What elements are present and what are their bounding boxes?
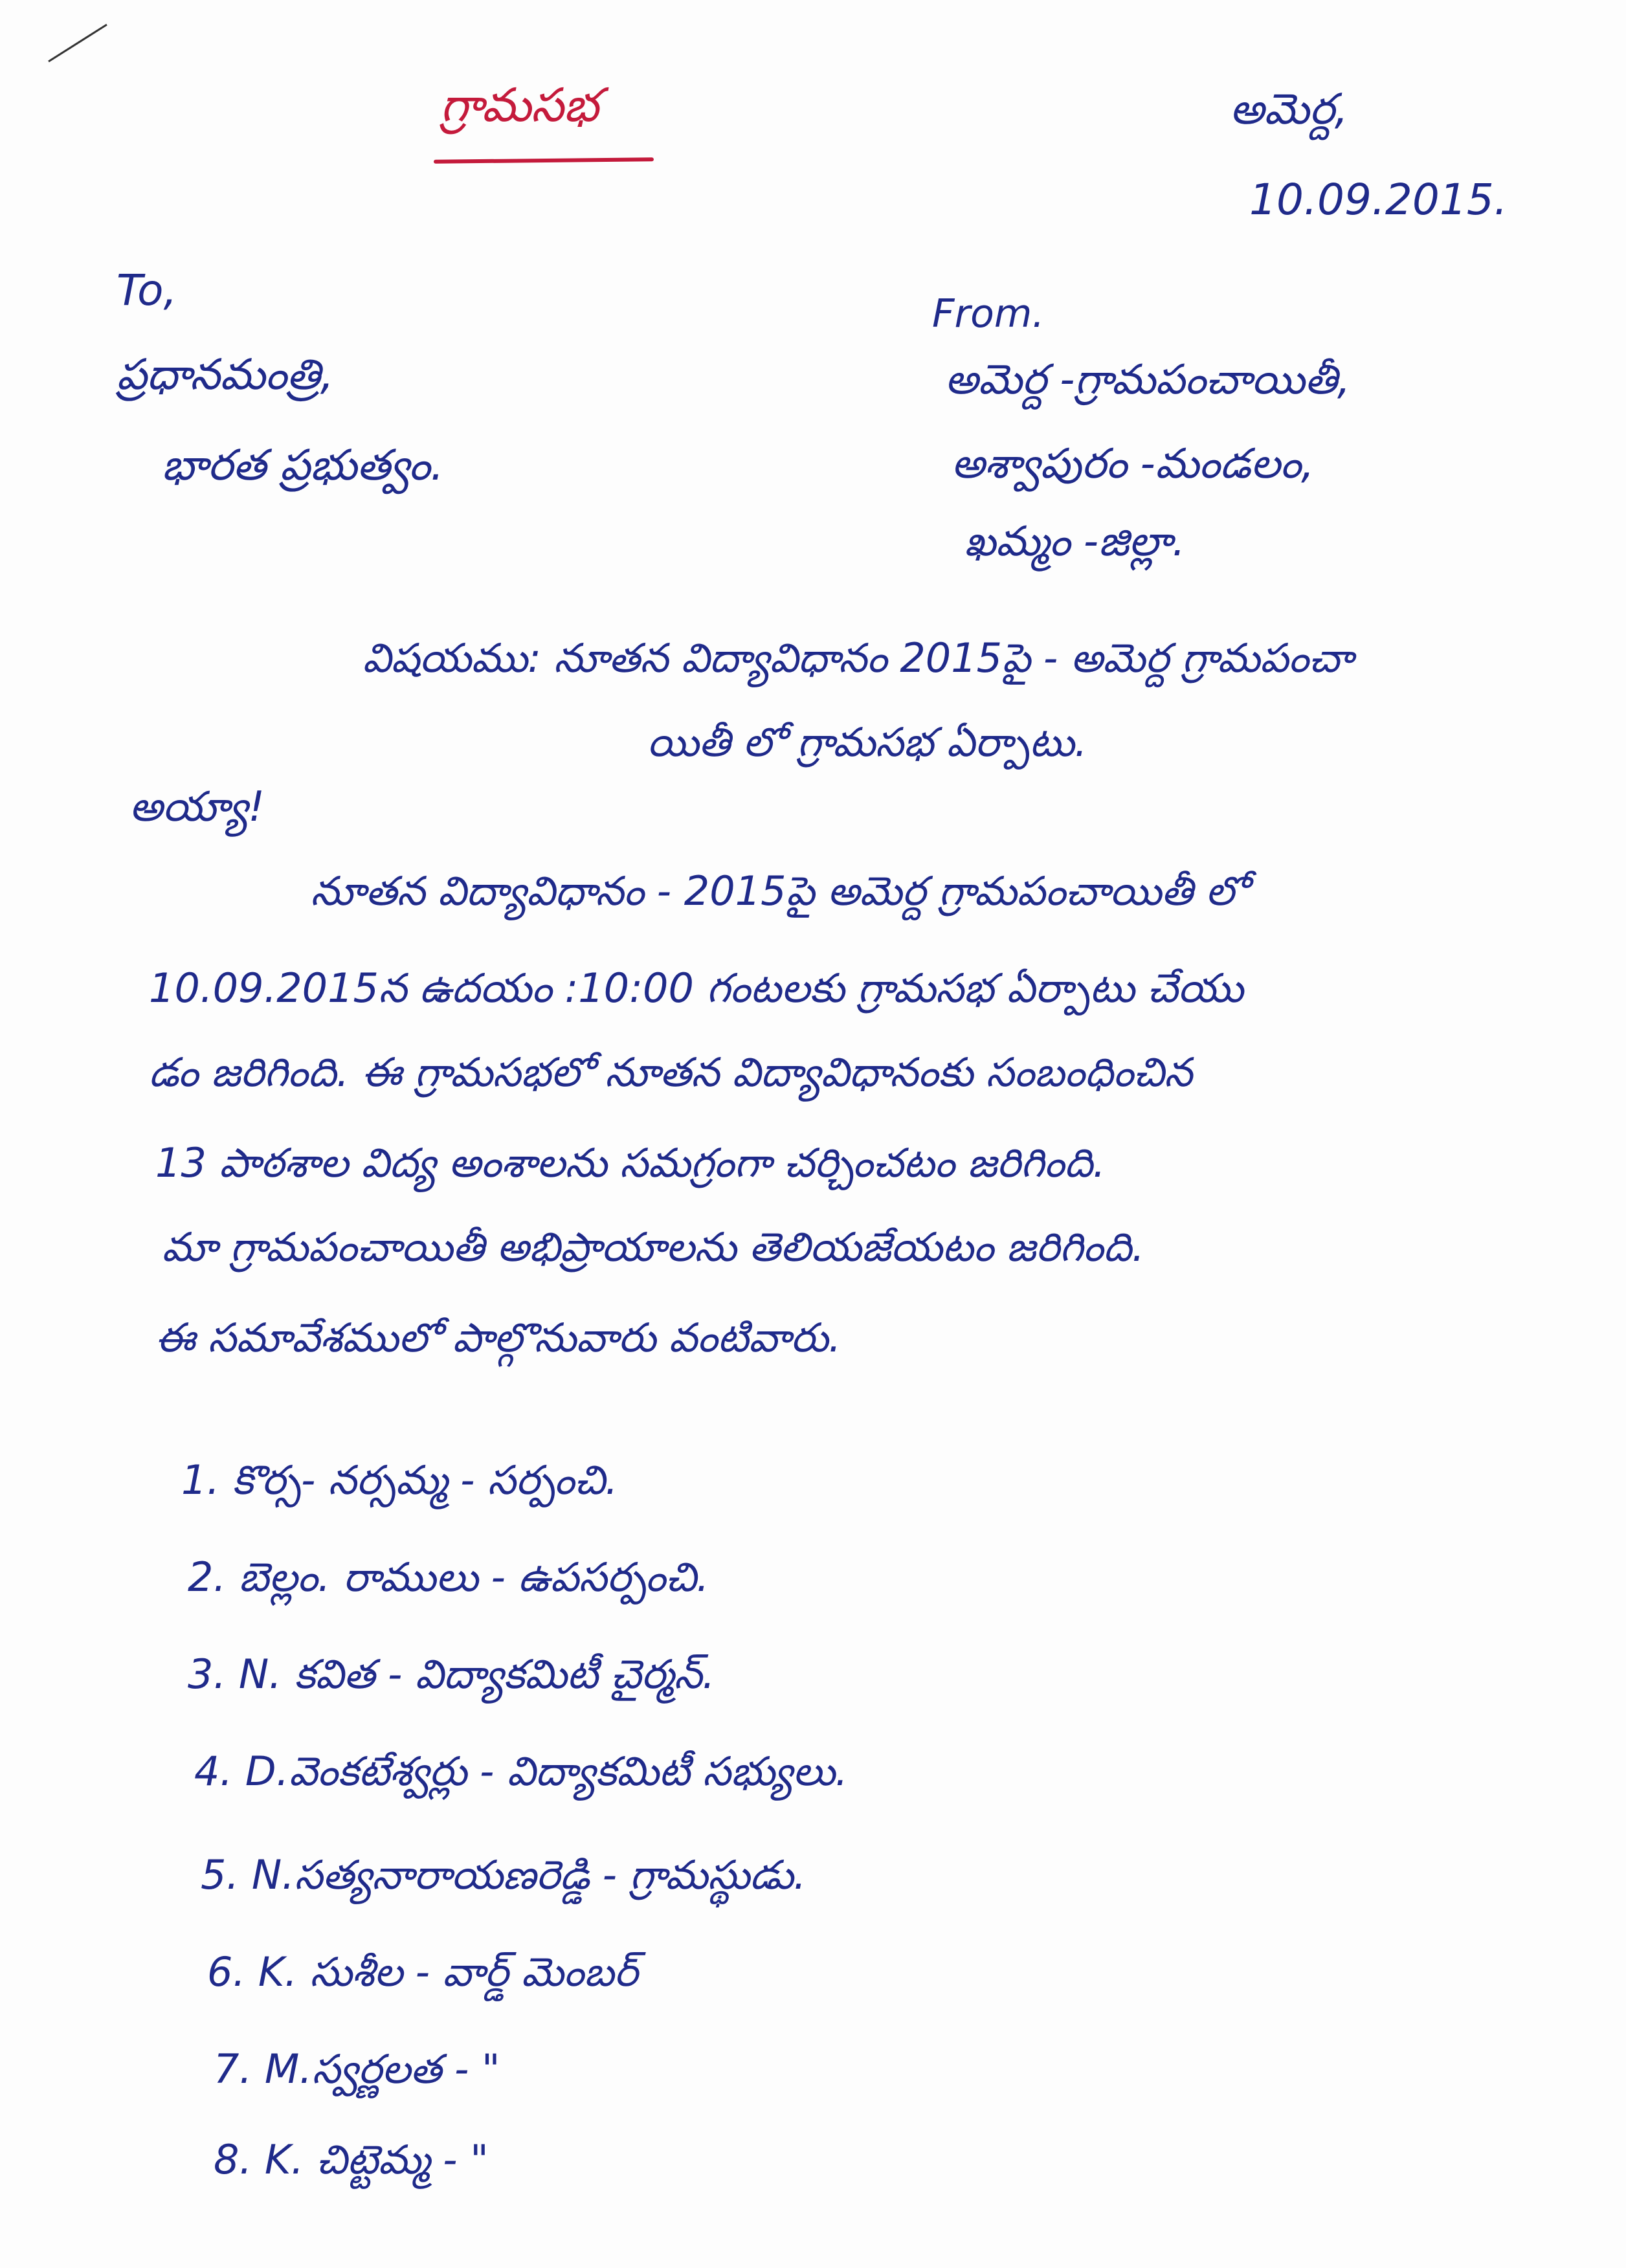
member-list-item: 8. K. చిట్టెమ్మ - ": [214, 2136, 489, 2183]
salutation: అయ్యా!: [129, 783, 265, 831]
letter-date: 10.09.2015.: [1249, 175, 1508, 225]
to-label: To,: [117, 265, 177, 315]
subject-line: యితీ లో గ్రామసభ ఏర్పాటు.: [647, 718, 1087, 766]
subject-line: విషయము: నూతన విద్యావిధానం 2015పై - అమెర్ద గ్రామపంచా: [362, 634, 1353, 682]
member-list-item: 6. K. సుశీల - వార్డ్ మెంబర్: [207, 1948, 638, 1996]
letter-title: గ్రామసభ: [440, 78, 599, 132]
member-list-item: 7. M.స్వర్ణలత - ": [214, 2045, 500, 2093]
member-list-item: 4. D.వెంకటేశ్వర్లు - విద్యాకమిటీ సభ్యులు.: [194, 1748, 848, 1795]
body-line: నూతన విద్యావిధానం - 2015పై అమెర్ద గ్రామపంచాయితీ లో: [311, 867, 1247, 915]
member-list-item: 2. బెల్లం. రాములు - ఉపసర్పంచి.: [188, 1553, 709, 1601]
to-address-line: ప్రధానమంత్రి,: [117, 350, 334, 399]
place-name: అమెర్ద,: [1230, 84, 1348, 134]
from-label: From.: [932, 291, 1045, 337]
member-list-item: 5. N.సత్యనారాయణరెడ్డి - గ్రామస్థుడు.: [201, 1851, 807, 1898]
body-line: 13 పాఠశాల విద్య అంశాలను సమగ్రంగా చర్చించటం జరిగింది.: [155, 1139, 1106, 1186]
from-address-line: అశ్వాపురం -మండలం,: [952, 440, 1315, 488]
title-underline: [434, 157, 654, 164]
member-list-item: 3. N. కవిత - విద్యాకమిటీ చైర్మన్.: [188, 1651, 715, 1698]
body-line: 10.09.2015న ఉదయం :10:00 గంటలకు గ్రామసభ ఏర్పాటు చేయు: [149, 964, 1243, 1012]
corner-pen-mark: [45, 19, 123, 65]
body-line: ఈ సమావేశములో పాల్గొనువారు వంటివారు.: [155, 1314, 841, 1361]
body-line: మా గ్రామపంచాయితీ అభిప్రాయాలను తెలియజేయటం జరిగింది.: [162, 1223, 1145, 1271]
from-address-line: ఖమ్మం -జిల్లా.: [964, 518, 1186, 566]
member-list-item: 1. కొర్స- నర్సమ్మ - సర్పంచి.: [181, 1456, 618, 1504]
from-address-line: అమెర్ద -గ్రామపంచాయితీ,: [945, 356, 1351, 404]
to-address-line: భారత ప్రభుత్వం.: [162, 440, 444, 490]
body-line: డం జరిగింది. ఈ గ్రామసభలో నూతన విద్యావిధానంకు సంబంధించిన: [149, 1049, 1193, 1096]
